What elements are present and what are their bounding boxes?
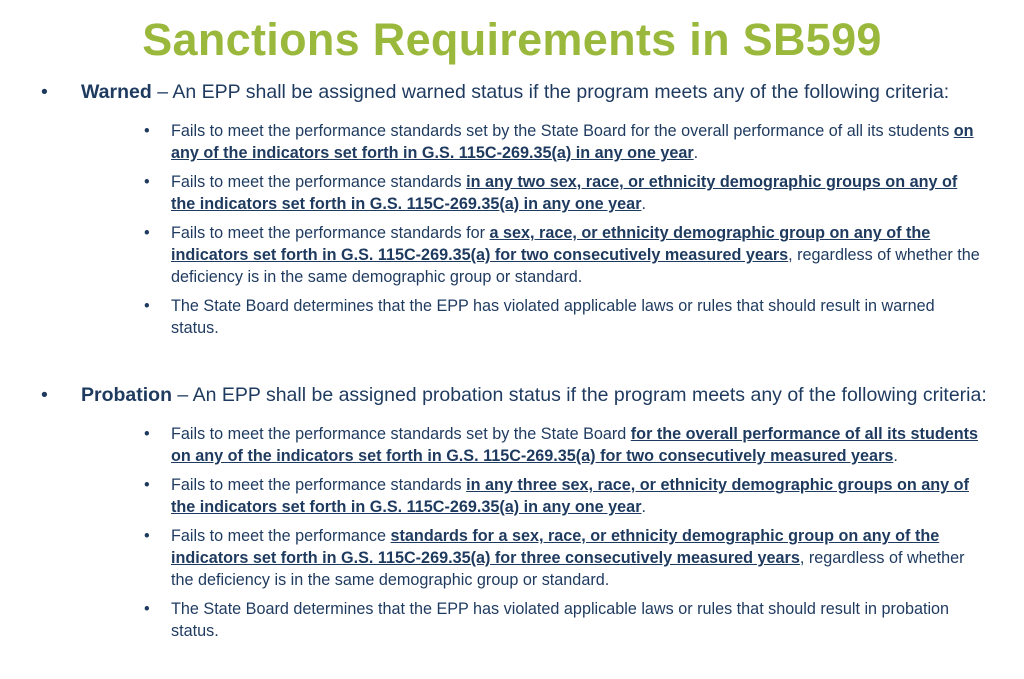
warned-label: Warned bbox=[81, 81, 152, 103]
criterion-text: Fails to meet the performance standards bbox=[171, 173, 467, 192]
criterion-text: Fails to meet the performance standards set by the State Board for the overall performance of all its students bbox=[171, 122, 954, 140]
criterion-emphasis: for the overall performance of all its students on any of the indicators set forth in G.S. 115C-269.35(a) for two consecutively measured years bbox=[171, 425, 979, 465]
list-item bbox=[144, 475, 986, 518]
criterion-suffix: . bbox=[893, 446, 898, 465]
criterion-suffix: . bbox=[693, 143, 699, 162]
warned-section bbox=[30, 80, 990, 347]
criterion-emphasis: in any three sex, race, or ethnicity demographic groups on any of the indicators set forth in G.S. 115C-269.35(a) in any one year bbox=[171, 476, 969, 516]
probation-section bbox=[30, 383, 990, 650]
criterion-suffix: . bbox=[641, 194, 646, 213]
probation-intro: – An EPP shall be assigned probation status if the program meets any of the following criteria: bbox=[172, 384, 987, 406]
criterion-text: Fails to meet the performance standards for bbox=[171, 224, 490, 243]
criterion-emphasis: in any two sex, race, or ethnicity demographic groups on any of the indicators set forth in G.S. 115C-269.35(a) in any one year bbox=[171, 173, 958, 213]
bullet: • bbox=[144, 122, 150, 140]
warned-intro: – An EPP shall be assigned warned status if the program meets any of the following criteria: bbox=[151, 81, 950, 103]
list-item bbox=[144, 424, 986, 467]
probation-criteria-heading bbox=[30, 383, 990, 408]
bullet: • bbox=[144, 600, 150, 619]
list-item bbox=[144, 296, 986, 339]
bullet: • bbox=[144, 224, 150, 243]
criterion-suffix: , regardless of whether the deficiency is in the same demographic group or standard. bbox=[171, 245, 980, 286]
warned-criteria-list bbox=[30, 121, 990, 339]
criterion-text: Fails to meet the performance standards set by the State Board bbox=[171, 425, 631, 443]
bullet: • bbox=[144, 425, 150, 443]
bullet: • bbox=[144, 173, 150, 192]
criterion-emphasis: a sex, race, or ethnicity demographic group on any of the indicators set forth in G.S. 115C-269.35(a) for two consecutively measured years bbox=[171, 224, 931, 264]
slide-title: Sanctions Requirements in SB599 bbox=[142, 14, 882, 65]
list-item bbox=[144, 172, 986, 215]
bullet: • bbox=[144, 297, 150, 316]
criterion-text: The State Board determines that the EPP has violated applicable laws or rules that should result in warned status. bbox=[171, 297, 935, 337]
bullet: • bbox=[41, 384, 48, 406]
probation-label: Probation bbox=[81, 384, 172, 406]
criterion-suffix: , regardless of whether the deficiency is in the same demographic group or standard. bbox=[171, 548, 965, 589]
bullet: • bbox=[41, 81, 48, 103]
warned-criteria-heading bbox=[30, 80, 990, 105]
bullet: • bbox=[144, 527, 150, 546]
bullet: • bbox=[144, 476, 150, 495]
criterion-text: The State Board determines that the EPP has violated applicable laws or rules that should result in probation status. bbox=[171, 600, 950, 640]
criterion-text: Fails to meet the performance standards bbox=[171, 476, 467, 495]
criterion-text: Fails to meet the performance bbox=[171, 527, 391, 546]
list-item bbox=[144, 599, 986, 642]
criterion-emphasis: on any of the indicators set forth in G.S. 115C-269.35(a) in any one year bbox=[171, 122, 974, 162]
probation-criteria-list bbox=[30, 424, 990, 642]
list-item bbox=[144, 526, 986, 591]
list-item bbox=[144, 223, 986, 288]
criterion-emphasis: standards for a sex, race, or ethnicity demographic group on any of the indicators set forth in G.S. 115C-269.35(a) for three consecutively measured years bbox=[171, 527, 940, 567]
criterion-suffix: . bbox=[641, 497, 646, 516]
list-item bbox=[144, 121, 986, 164]
